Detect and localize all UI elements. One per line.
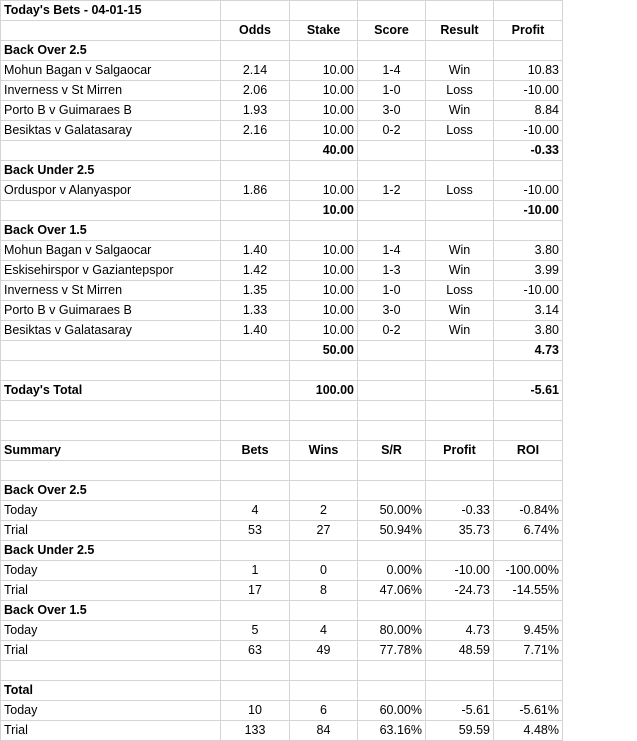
cell-col-5[interactable] bbox=[426, 461, 494, 481]
header-row bbox=[1, 21, 563, 41]
cell-col-3[interactable] bbox=[290, 681, 358, 701]
cell-col-3[interactable]: 10.00 bbox=[290, 61, 358, 81]
cell-col-3[interactable]: 10.00 bbox=[290, 181, 358, 201]
cell-col-4[interactable] bbox=[358, 41, 426, 61]
cell-col-5[interactable] bbox=[426, 201, 494, 221]
bet-row bbox=[1, 321, 563, 341]
cell-col-6[interactable] bbox=[494, 1, 563, 21]
cell-col-4[interactable]: 0-2 bbox=[358, 321, 426, 341]
cell-col-2[interactable]: 1 bbox=[221, 561, 290, 581]
cell-col-3[interactable] bbox=[290, 221, 358, 241]
cell-col-5[interactable]: -5.61 bbox=[426, 701, 494, 721]
cell-col-6[interactable]: -0.84% bbox=[494, 501, 563, 521]
cell-col-5[interactable] bbox=[426, 481, 494, 501]
cell-label[interactable]: Mohun Bagan v Salgaocar bbox=[1, 241, 221, 261]
cell-col-2[interactable] bbox=[221, 481, 290, 501]
cell-col-4[interactable]: 77.78% bbox=[358, 641, 426, 661]
cell-col-6[interactable]: Profit bbox=[494, 21, 563, 41]
cell-col-6[interactable] bbox=[494, 161, 563, 181]
cell-label[interactable]: Back Under 2.5 bbox=[1, 541, 221, 561]
cell-col-4[interactable] bbox=[358, 341, 426, 361]
cell-col-3[interactable] bbox=[290, 421, 358, 441]
sum-row bbox=[1, 621, 563, 641]
cell-col-2[interactable] bbox=[221, 381, 290, 401]
cell-col-6[interactable]: -10.00 bbox=[494, 281, 563, 301]
sum-row bbox=[1, 721, 563, 741]
cell-col-2[interactable] bbox=[221, 141, 290, 161]
cell-col-5[interactable] bbox=[426, 421, 494, 441]
cell-col-6[interactable]: -10.00 bbox=[494, 201, 563, 221]
section-row bbox=[1, 681, 563, 701]
cell-col-5[interactable]: 4.73 bbox=[426, 621, 494, 641]
cell-col-6[interactable]: -0.33 bbox=[494, 141, 563, 161]
cell-col-5[interactable] bbox=[426, 1, 494, 21]
cell-label[interactable] bbox=[1, 661, 221, 681]
cell-col-2[interactable] bbox=[221, 1, 290, 21]
cell-col-3[interactable]: 4 bbox=[290, 621, 358, 641]
cell-col-5[interactable] bbox=[426, 141, 494, 161]
cell-col-2[interactable] bbox=[221, 421, 290, 441]
cell-col-4[interactable] bbox=[358, 201, 426, 221]
cell-col-2[interactable]: 133 bbox=[221, 721, 290, 741]
subtotal-row bbox=[1, 201, 563, 221]
bet-row bbox=[1, 121, 563, 141]
cell-col-3[interactable]: 10.00 bbox=[290, 261, 358, 281]
cell-col-5[interactable]: -24.73 bbox=[426, 581, 494, 601]
cell-col-4[interactable]: 50.00% bbox=[358, 501, 426, 521]
cell-label[interactable] bbox=[1, 21, 221, 41]
cell-col-6[interactable]: 4.73 bbox=[494, 341, 563, 361]
subtotal-row bbox=[1, 141, 563, 161]
section-row bbox=[1, 601, 563, 621]
section-row bbox=[1, 481, 563, 501]
blank-row bbox=[1, 401, 563, 421]
cell-col-2[interactable]: 1.42 bbox=[221, 261, 290, 281]
cell-col-2[interactable]: 63 bbox=[221, 641, 290, 661]
blank-row bbox=[1, 421, 563, 441]
cell-col-3[interactable]: 10.00 bbox=[290, 241, 358, 261]
cell-col-5[interactable] bbox=[426, 401, 494, 421]
cell-col-5[interactable] bbox=[426, 681, 494, 701]
cell-label[interactable]: Trial bbox=[1, 521, 221, 541]
cell-col-3[interactable]: 10.00 bbox=[290, 201, 358, 221]
cell-col-4[interactable]: 1-4 bbox=[358, 241, 426, 261]
cell-label[interactable]: Mohun Bagan v Salgaocar bbox=[1, 61, 221, 81]
cell-col-3[interactable] bbox=[290, 41, 358, 61]
cell-label[interactable]: Besiktas v Galatasaray bbox=[1, 121, 221, 141]
cell-label[interactable]: Orduspor v Alanyaspor bbox=[1, 181, 221, 201]
cell-col-4[interactable] bbox=[358, 401, 426, 421]
cell-col-2[interactable] bbox=[221, 201, 290, 221]
cell-col-5[interactable]: Loss bbox=[426, 281, 494, 301]
cell-col-6[interactable]: 8.84 bbox=[494, 101, 563, 121]
sumheader-row bbox=[1, 441, 563, 461]
cell-col-6[interactable] bbox=[494, 361, 563, 381]
cell-col-5[interactable] bbox=[426, 601, 494, 621]
cell-col-4[interactable]: 0-2 bbox=[358, 121, 426, 141]
cell-label[interactable]: Inverness v St Mirren bbox=[1, 81, 221, 101]
total-row bbox=[1, 381, 563, 401]
cell-label[interactable]: Eskisehirspor v Gaziantepspor bbox=[1, 261, 221, 281]
cell-col-4[interactable] bbox=[358, 161, 426, 181]
cell-col-6[interactable]: 9.45% bbox=[494, 621, 563, 641]
cell-col-3[interactable]: 2 bbox=[290, 501, 358, 521]
cell-col-5[interactable] bbox=[426, 161, 494, 181]
cell-label[interactable]: Today bbox=[1, 561, 221, 581]
cell-col-6[interactable] bbox=[494, 221, 563, 241]
cell-col-2[interactable] bbox=[221, 161, 290, 181]
cell-col-5[interactable]: Win bbox=[426, 241, 494, 261]
cell-col-4[interactable]: 1-0 bbox=[358, 281, 426, 301]
sum-row bbox=[1, 581, 563, 601]
cell-col-6[interactable]: -100.00% bbox=[494, 561, 563, 581]
bet-row bbox=[1, 241, 563, 261]
subtotal-row bbox=[1, 341, 563, 361]
cell-label[interactable] bbox=[1, 361, 221, 381]
cell-col-4[interactable] bbox=[358, 601, 426, 621]
cell-col-5[interactable]: Win bbox=[426, 321, 494, 341]
cell-col-2[interactable]: 2.16 bbox=[221, 121, 290, 141]
cell-col-6[interactable]: 3.80 bbox=[494, 241, 563, 261]
cell-col-2[interactable]: 53 bbox=[221, 521, 290, 541]
cell-col-3[interactable] bbox=[290, 161, 358, 181]
cell-col-2[interactable] bbox=[221, 661, 290, 681]
cell-col-2[interactable] bbox=[221, 601, 290, 621]
cell-col-6[interactable]: -14.55% bbox=[494, 581, 563, 601]
cell-col-3[interactable]: 10.00 bbox=[290, 301, 358, 321]
cell-col-3[interactable]: 27 bbox=[290, 521, 358, 541]
cell-col-3[interactable]: 84 bbox=[290, 721, 358, 741]
cell-col-4[interactable]: 1-4 bbox=[358, 61, 426, 81]
cell-col-6[interactable]: -10.00 bbox=[494, 121, 563, 141]
cell-label[interactable] bbox=[1, 341, 221, 361]
cell-col-6[interactable] bbox=[494, 681, 563, 701]
cell-col-5[interactable] bbox=[426, 341, 494, 361]
cell-col-4[interactable]: 63.16% bbox=[358, 721, 426, 741]
cell-col-6[interactable]: 10.83 bbox=[494, 61, 563, 81]
cell-col-6[interactable] bbox=[494, 401, 563, 421]
cell-col-2[interactable]: 1.86 bbox=[221, 181, 290, 201]
cell-col-5[interactable]: 48.59 bbox=[426, 641, 494, 661]
cell-col-2[interactable] bbox=[221, 221, 290, 241]
cell-col-3[interactable] bbox=[290, 661, 358, 681]
cell-col-3[interactable]: 10.00 bbox=[290, 121, 358, 141]
cell-col-4[interactable] bbox=[358, 221, 426, 241]
cell-col-4[interactable]: 1-3 bbox=[358, 261, 426, 281]
cell-col-2[interactable]: 10 bbox=[221, 701, 290, 721]
cell-col-6[interactable] bbox=[494, 541, 563, 561]
cell-col-5[interactable]: Win bbox=[426, 261, 494, 281]
bet-row bbox=[1, 261, 563, 281]
cell-col-6[interactable]: 3.80 bbox=[494, 321, 563, 341]
cell-col-6[interactable]: -10.00 bbox=[494, 81, 563, 101]
cell-col-5[interactable] bbox=[426, 381, 494, 401]
cell-col-3[interactable] bbox=[290, 461, 358, 481]
cell-col-5[interactable]: Loss bbox=[426, 121, 494, 141]
cell-label[interactable] bbox=[1, 141, 221, 161]
cell-col-2[interactable]: 2.06 bbox=[221, 81, 290, 101]
title-row bbox=[1, 1, 563, 21]
cell-col-5[interactable] bbox=[426, 41, 494, 61]
cell-col-2[interactable]: 4 bbox=[221, 501, 290, 521]
bet-row bbox=[1, 181, 563, 201]
cell-col-4[interactable] bbox=[358, 461, 426, 481]
cell-col-4[interactable] bbox=[358, 141, 426, 161]
cell-col-2[interactable]: 1.93 bbox=[221, 101, 290, 121]
cell-col-2[interactable]: 2.14 bbox=[221, 61, 290, 81]
section-row bbox=[1, 41, 563, 61]
cell-label[interactable] bbox=[1, 461, 221, 481]
cell-col-5[interactable]: Win bbox=[426, 61, 494, 81]
cell-col-3[interactable] bbox=[290, 601, 358, 621]
cell-col-5[interactable]: 59.59 bbox=[426, 721, 494, 741]
bet-row bbox=[1, 61, 563, 81]
cell-label[interactable] bbox=[1, 201, 221, 221]
cell-col-4[interactable]: 80.00% bbox=[358, 621, 426, 641]
cell-col-3[interactable]: 100.00 bbox=[290, 381, 358, 401]
cell-col-4[interactable]: 60.00% bbox=[358, 701, 426, 721]
cell-label[interactable]: Trial bbox=[1, 581, 221, 601]
cell-label[interactable]: Today bbox=[1, 621, 221, 641]
cell-col-3[interactable]: 8 bbox=[290, 581, 358, 601]
section-row bbox=[1, 541, 563, 561]
section-row bbox=[1, 221, 563, 241]
cell-label[interactable]: Back Over 1.5 bbox=[1, 601, 221, 621]
cell-label[interactable]: Back Over 2.5 bbox=[1, 481, 221, 501]
cell-label[interactable]: Back Over 1.5 bbox=[1, 221, 221, 241]
cell-col-3[interactable]: Wins bbox=[290, 441, 358, 461]
cell-col-2[interactable] bbox=[221, 41, 290, 61]
cell-label[interactable]: Today's Bets - 04-01-15 bbox=[1, 1, 221, 21]
cell-col-2[interactable]: 1.40 bbox=[221, 241, 290, 261]
cell-label[interactable]: Today bbox=[1, 501, 221, 521]
cell-col-2[interactable]: 1.35 bbox=[221, 281, 290, 301]
cell-col-6[interactable]: 7.71% bbox=[494, 641, 563, 661]
cell-col-2[interactable] bbox=[221, 341, 290, 361]
cell-col-5[interactable] bbox=[426, 541, 494, 561]
cell-col-4[interactable]: Score bbox=[358, 21, 426, 41]
cell-label[interactable] bbox=[1, 421, 221, 441]
cell-col-4[interactable] bbox=[358, 1, 426, 21]
cell-col-4[interactable] bbox=[358, 661, 426, 681]
cell-label[interactable]: Today's Total bbox=[1, 381, 221, 401]
cell-col-6[interactable] bbox=[494, 421, 563, 441]
cell-col-5[interactable]: -10.00 bbox=[426, 561, 494, 581]
cell-col-6[interactable]: ROI bbox=[494, 441, 563, 461]
cell-col-6[interactable]: -5.61% bbox=[494, 701, 563, 721]
cell-col-4[interactable]: 1-2 bbox=[358, 181, 426, 201]
cell-col-6[interactable] bbox=[494, 661, 563, 681]
bet-row bbox=[1, 81, 563, 101]
cell-label[interactable]: Total bbox=[1, 681, 221, 701]
cell-col-5[interactable]: Result bbox=[426, 21, 494, 41]
sum-row bbox=[1, 561, 563, 581]
cell-label[interactable] bbox=[1, 401, 221, 421]
cell-col-3[interactable] bbox=[290, 481, 358, 501]
bet-row bbox=[1, 281, 563, 301]
cell-col-6[interactable]: 6.74% bbox=[494, 521, 563, 541]
cell-col-3[interactable]: 10.00 bbox=[290, 101, 358, 121]
cell-col-6[interactable] bbox=[494, 41, 563, 61]
blank-row bbox=[1, 361, 563, 381]
cell-col-4[interactable]: S/R bbox=[358, 441, 426, 461]
cell-col-2[interactable]: 1.33 bbox=[221, 301, 290, 321]
cell-col-2[interactable]: 1.40 bbox=[221, 321, 290, 341]
sum-row bbox=[1, 701, 563, 721]
cell-col-2[interactable]: 5 bbox=[221, 621, 290, 641]
cell-col-3[interactable]: 6 bbox=[290, 701, 358, 721]
cell-col-6[interactable]: 3.99 bbox=[494, 261, 563, 281]
bet-row bbox=[1, 301, 563, 321]
cell-col-5[interactable]: Win bbox=[426, 301, 494, 321]
cell-label[interactable]: Besiktas v Galatasaray bbox=[1, 321, 221, 341]
cell-col-2[interactable] bbox=[221, 461, 290, 481]
sum-row bbox=[1, 521, 563, 541]
cell-col-4[interactable] bbox=[358, 541, 426, 561]
cell-col-3[interactable]: 40.00 bbox=[290, 141, 358, 161]
cell-label[interactable]: Back Under 2.5 bbox=[1, 161, 221, 181]
cell-col-4[interactable]: 3-0 bbox=[358, 301, 426, 321]
cell-col-4[interactable]: 47.06% bbox=[358, 581, 426, 601]
cell-label[interactable]: Trial bbox=[1, 721, 221, 741]
cell-label[interactable]: Trial bbox=[1, 641, 221, 661]
cell-label[interactable]: Back Over 2.5 bbox=[1, 41, 221, 61]
cell-col-4[interactable] bbox=[358, 481, 426, 501]
cell-col-4[interactable] bbox=[358, 361, 426, 381]
cell-col-3[interactable] bbox=[290, 1, 358, 21]
cell-label[interactable]: Porto B v Guimaraes B bbox=[1, 101, 221, 121]
cell-col-5[interactable] bbox=[426, 221, 494, 241]
cell-col-3[interactable]: 10.00 bbox=[290, 81, 358, 101]
cell-label[interactable]: Inverness v St Mirren bbox=[1, 281, 221, 301]
cell-col-4[interactable]: 1-0 bbox=[358, 81, 426, 101]
cell-col-2[interactable] bbox=[221, 541, 290, 561]
cell-col-4[interactable]: 0.00% bbox=[358, 561, 426, 581]
empty-sheet-area bbox=[563, 0, 637, 741]
cell-col-6[interactable]: -5.61 bbox=[494, 381, 563, 401]
cell-col-3[interactable]: 10.00 bbox=[290, 281, 358, 301]
cell-col-4[interactable] bbox=[358, 421, 426, 441]
cell-col-3[interactable]: 10.00 bbox=[290, 321, 358, 341]
cell-col-3[interactable]: 50.00 bbox=[290, 341, 358, 361]
sum-row bbox=[1, 641, 563, 661]
cell-col-3[interactable]: 49 bbox=[290, 641, 358, 661]
cell-col-2[interactable]: Bets bbox=[221, 441, 290, 461]
cell-col-4[interactable]: 50.94% bbox=[358, 521, 426, 541]
cell-col-3[interactable] bbox=[290, 541, 358, 561]
cell-label[interactable]: Today bbox=[1, 701, 221, 721]
cell-col-6[interactable]: 3.14 bbox=[494, 301, 563, 321]
cell-label[interactable]: Porto B v Guimaraes B bbox=[1, 301, 221, 321]
cell-col-4[interactable] bbox=[358, 381, 426, 401]
cell-col-2[interactable] bbox=[221, 361, 290, 381]
cell-col-4[interactable] bbox=[358, 681, 426, 701]
cell-label[interactable]: Summary bbox=[1, 441, 221, 461]
cell-col-2[interactable]: 17 bbox=[221, 581, 290, 601]
cell-col-4[interactable]: 3-0 bbox=[358, 101, 426, 121]
cell-col-5[interactable]: Win bbox=[426, 101, 494, 121]
cell-col-3[interactable]: Stake bbox=[290, 21, 358, 41]
sum-row bbox=[1, 501, 563, 521]
cell-col-3[interactable] bbox=[290, 401, 358, 421]
cell-col-2[interactable]: Odds bbox=[221, 21, 290, 41]
cell-col-5[interactable]: Profit bbox=[426, 441, 494, 461]
cell-col-2[interactable] bbox=[221, 681, 290, 701]
blank-row bbox=[1, 461, 563, 481]
cell-col-5[interactable]: Loss bbox=[426, 81, 494, 101]
cell-col-6[interactable] bbox=[494, 461, 563, 481]
cell-col-5[interactable] bbox=[426, 361, 494, 381]
cell-col-5[interactable]: -0.33 bbox=[426, 501, 494, 521]
section-row bbox=[1, 161, 563, 181]
cell-col-5[interactable]: Loss bbox=[426, 181, 494, 201]
cell-col-2[interactable] bbox=[221, 401, 290, 421]
blank-row bbox=[1, 661, 563, 681]
cell-col-6[interactable] bbox=[494, 481, 563, 501]
cell-col-3[interactable] bbox=[290, 361, 358, 381]
cell-col-5[interactable]: 35.73 bbox=[426, 521, 494, 541]
cell-col-6[interactable]: 4.48% bbox=[494, 721, 563, 741]
cell-col-3[interactable]: 0 bbox=[290, 561, 358, 581]
bet-row bbox=[1, 101, 563, 121]
cell-col-5[interactable] bbox=[426, 661, 494, 681]
cell-col-6[interactable]: -10.00 bbox=[494, 181, 563, 201]
cell-col-6[interactable] bbox=[494, 601, 563, 621]
